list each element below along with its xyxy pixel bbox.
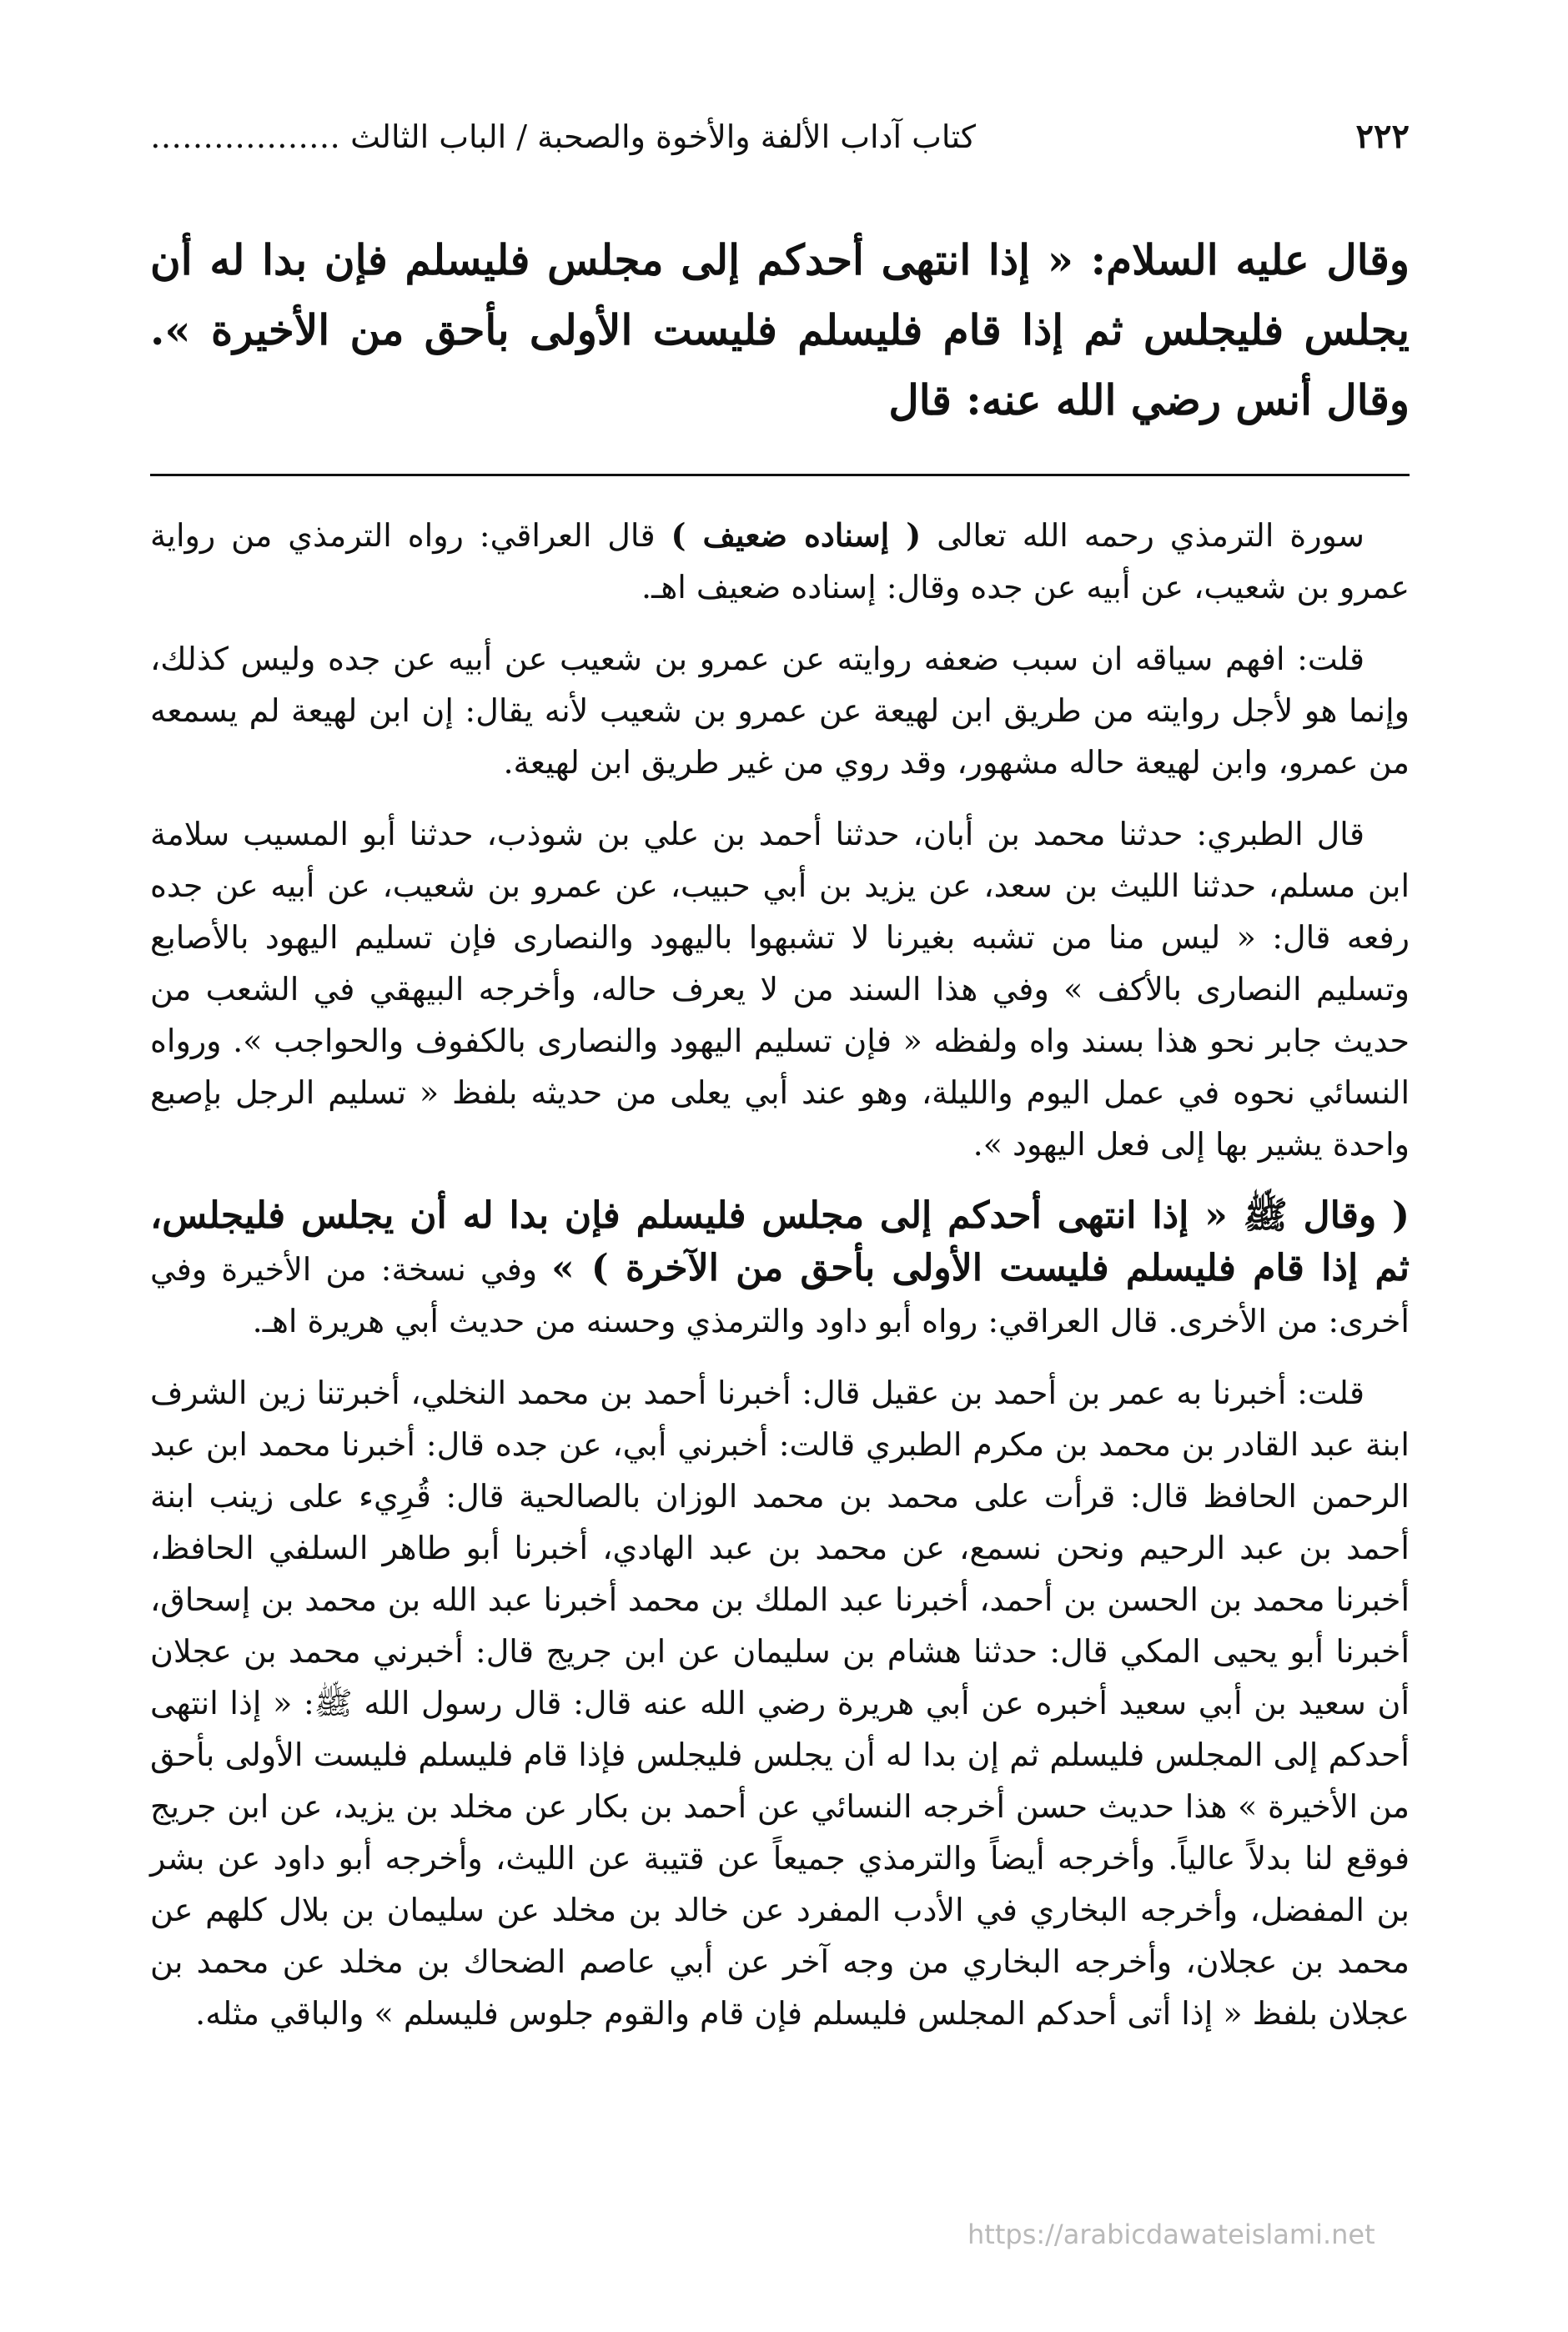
commentary <box>150 510 1410 2039</box>
main-text: وقال عليه السلام: « إذا انتهى أحدكم إلى مجلس فليسلم فإن بدا له أن يجلس فليجلس ثم إذا قام فليسلم فليست الأولى بأحق من الأخيرة ». وقال أنس رضي الله عنه: قال <box>150 235 1410 425</box>
commentary-paragraph-5: قلت: أخبرنا به عمر بن أحمد بن عقيل قال: أخبرنا أحمد بن محمد النخلي، أخبرتنا زين الشرف ابنة عبد القادر بن محمد بن مكرم الطبري قالت: أخبرني أبي، عن جده قال: أخبرنا محمد ابن عبد الرحمن الحافظ قال: قرأت على محمد بن محمد الوزان بالصالحية قال: قُرِيء على زينب ابنة أحمد بن عبد الرحيم ونحن نسمع، عن محمد بن عبد الهادي، أخبرنا أبو طاهر السلفي الحافظ، أخبرنا محمد بن الحسن بن أحمد، أخبرنا عبد الملك بن محمد أخبرنا عبد الله بن محمد بن إسحاق، أخبرنا أبو يحيى المكي قال: حدثنا هشام بن سليمان عن ابن جريج قال: أخبرني محمد بن عجلان أن سعيد بن أبي سعيد أخبره عن أبي هريرة رضي الله عنه قال: قال رسول الله ﷺ: « إذا انتهى أحدكم إلى المجلس فليسلم ثم إن بدا له أن يجلس فليجلس فإذا قام فليسلم فليست الأولى بأحق من الأخيرة » هذا حديث حسن أخرجه النسائي عن أحمد بن بكار عن مخلد بن يزيد، عن ابن جريج فوقع لنا بدلاً عالياً. وأخرجه أيضاً والترمذي جميعاً عن قتيبة عن الليث، وأخرجه أبو داود عن بشر بن المفضل، وأخرجه البخاري في الأدب المفرد عن خالد بن مخلد عن سليمان بن بلال كلهم عن محمد بن عجلان، وأخرجه البخاري من وجه آخر عن أبي عاصم الضحاك بن مخلد عن محمد بن عجلان بلفظ « إذا أتى أحدكم المجلس فليسلم فإن قام والقوم جلوس فليسلم » والباقي مثله. <box>150 1375 1410 2032</box>
separator-rule <box>150 474 1410 476</box>
leader-dots: ……………… <box>150 118 340 155</box>
watermark-url: https://arabicdawateislami.net <box>967 2219 1375 2250</box>
commentary-paragraph-1 <box>150 510 1410 613</box>
commentary-paragraph-4 <box>150 1190 1410 1347</box>
commentary-paragraph-3: قال الطبري: حدثنا محمد بن أبان، حدثنا أحمد بن علي بن شوذب، حدثنا أبو المسيب سلامة ابن مسلم، حدثنا الليث بن سعد، عن يزيد بن أبي حبيب، عن عمرو بن شعيب، عن أبيه عن جده رفعه قال: « ليس منا من تشبه بغيرنا لا تشبهوا باليهود والنصارى فإن تسليم اليهود بالأصابع وتسليم النصارى بالأكف » وفي هذا السند من لا يعرف حاله، وأخرجه البيهقي في الشعب من حديث جابر نحو هذا بسند واه ولفظه « فإن تسليم اليهود والنصارى بالكفوف والحواجب ». ورواه النسائي نحوه في عمل اليوم والليلة، وهو عند أبي يعلى من حديثه بلفظ « تسليم الرجل بإصبع واحدة يشير بها إلى فعل اليهود ». <box>150 816 1410 1163</box>
p1-start: سورة الترمذي رحمه الله تعالى <box>921 517 1365 554</box>
p1-matn: ( إسناده ضعيف ) <box>671 516 922 554</box>
running-head <box>150 117 1410 175</box>
page-number: ٢٢٢ <box>1355 117 1410 156</box>
p1-end: قال العراقي: رواه الترمذي من رواية عمرو بن شعيب، عن أبيه عن جده وقال: إسناده ضعيف اهـ. <box>150 517 1410 606</box>
running-title <box>150 118 976 155</box>
p4-rest: وفي نسخة: من الأخيرة وفي أخرى: من الأخرى. قال العراقي: رواه أبو داود والترمذي وحسنه من حديث أبي هريرة اهـ. <box>150 1251 1410 1339</box>
book-title: كتاب آداب الألفة والأخوة والصحبة / الباب الثالث <box>350 118 977 155</box>
p4-matn: ( وقال ﷺ « إذا انتهى أحدكم إلى مجلس فليسلم فإن بدا له أن يجلس فليجلس، ثم إذا قام فليسلم فليست الأولى بأحق من الآخرة ) » <box>150 1194 1410 1289</box>
commentary-paragraph-2: قلت: افهم سياقه ان سبب ضعفه روايته عن عمرو بن شعيب عن أبيه عن جده وليس كذلك، وإنما هو لأجل روايته من طريق ابن لهيعة عن عمرو بن شعيب لأنه يقال: إن ابن لهيعة لم يسمعه من عمرو، وابن لهيعة حاله مشهور، وقد روي من غير طريق ابن لهيعة. <box>150 641 1410 781</box>
